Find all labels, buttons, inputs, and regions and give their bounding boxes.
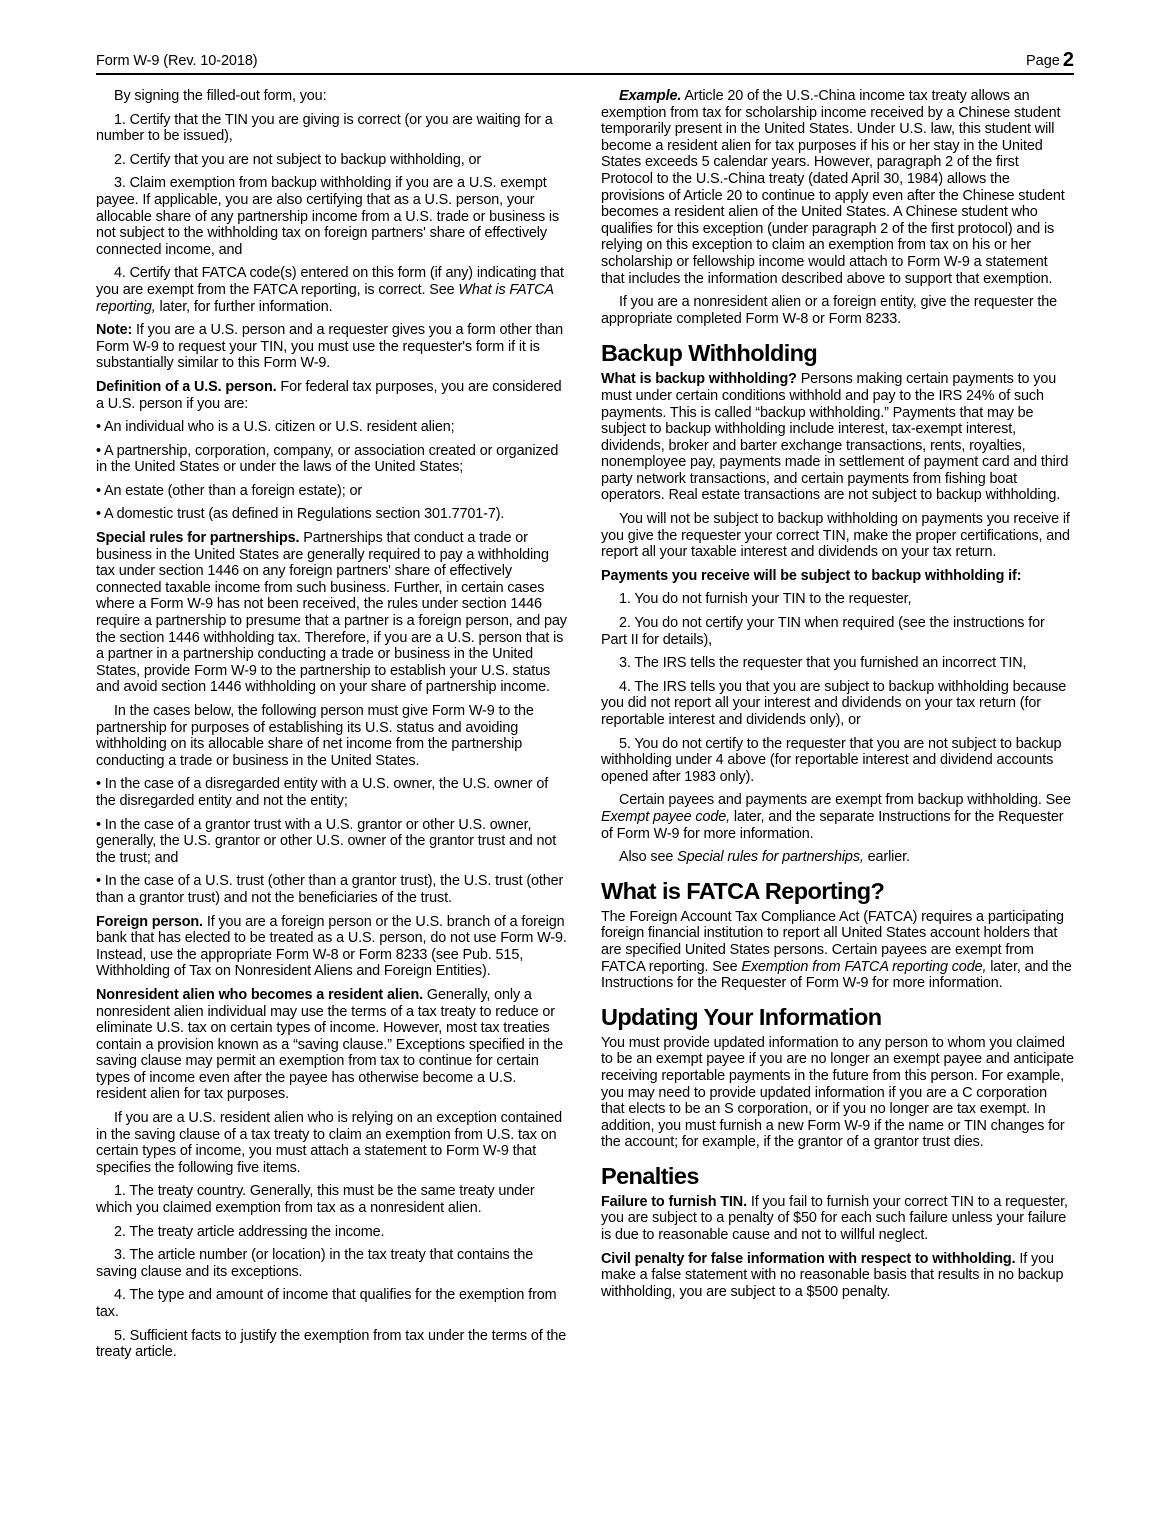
example-paragraph [601,88,1074,287]
left-column [96,88,569,1368]
civil-penalty-paragraph [601,1251,1074,1301]
certain-payees-text: Certain payees and payments are exempt from backup withholding. See [619,792,1071,809]
special-rules-partnerships-label: Special rules for partnerships. [96,530,300,547]
definition-us-person-label: Definition of a U.S. person. [96,378,277,395]
certain-payees-paragraph [601,792,1074,842]
us-person-bullet: • A domestic trust (as defined in Regulations section 301.7701-7). [96,506,505,523]
case-bullet: • In the case of a disregarded entity with a U.S. owner, the U.S. owner of the disregarded entity and not the entity; [96,776,549,809]
also-see-tail: earlier. [863,849,910,866]
case-bullet: • In the case of a U.S. trust (other than a grantor trust), the U.S. trust (other than a grantor trust) and not the beneficiaries of the trust. [96,873,564,906]
page-header [96,48,1074,71]
certain-payees-tail: later, and the separate Instructions for the Requester of Form W-9 for more information. [601,808,1064,842]
fatca-reporting-paragraph [601,909,1074,992]
example-body: Article 20 of the U.S.-China income tax treaty allows an exemption from tax for scholarship income received by a Chinese student temporarily present in the United States. Under U.S. law, this student will become a resident alien for tax purposes if his or her stay in the United States exceeds 5 calendar years. However, paragraph 2 of the first Protocol to the U.S.-China treaty (dated April 30, 1984) allows the provisions of Article 20 to continue to apply even after the Chinese student becomes a resident alien of the United States. A Chinese student who qualifies for this exception (under paragraph 2 of the first protocol) and is relying on this exception to claim an exemption from tax on his or her scholarship or fellowship income would attach to Form W-9 a statement that includes the information described above to support that exemption. [601,88,1065,287]
fatca-reporting-tail: later, and the Instructions for the Requester of Form W-9 for more information. [601,958,1072,992]
backup-withholding-heading: Backup Withholding [601,340,818,367]
page-number-marker [1026,48,1074,71]
right-column [601,88,1074,1368]
signing-intro-paragraph: By signing the filled-out form, you: [114,88,327,104]
certify-item-1: 1. Certify that the TIN you are giving is correct (or you are waiting for a number to be issued), [96,111,553,145]
not-subject-paragraph: You will not be subject to backup withholding on payments you receive if you give the requester your correct TIN, make the proper certifications, and report all your taxable interest and dividends on your tax return. [601,511,1070,561]
definition-us-person-paragraph [96,379,569,412]
nonresident-alien-paragraph [96,987,569,1103]
note-body: If you are a U.S. person and a requester gives you a form other than Form W-9 to request your TIN, you must use the requester's form if it is substantially similar to this Form W-9. [96,322,564,372]
nonresident-alien-label: Nonresident alien who becomes a resident alien. [96,986,424,1003]
civil-penalty-label: Civil penalty for false information with respect to withholding. [601,1250,1016,1267]
penalties-heading: Penalties [601,1162,699,1189]
also-see-paragraph [601,849,1074,866]
failure-to-furnish-tin-paragraph [601,1194,1074,1244]
what-is-backup-withholding-label: What is backup withholding? [601,371,797,388]
fatca-reporting-heading: What is FATCA Reporting? [601,877,885,904]
fatca-reporting-text: The Foreign Account Tax Compliance Act (FATCA) requires a participating foreign financial institution to report all United States account holders that are specified United States persons. Certain payees are exempt from FATCA reporting. See [601,908,1064,975]
nonresident-entity-paragraph: If you are a nonresident alien or a foreign entity, give the requester the appropriate completed Form W-8 or Form 8233. [601,294,1058,327]
form-identifier: Form W-9 (Rev. 10-2018) [96,53,258,69]
example-label: Example. [619,88,682,104]
foreign-person-paragraph [96,914,569,980]
us-person-bullet: • An individual who is a U.S. citizen or U.S. resident alien; [96,419,455,436]
five-item: 3. The article number (or location) in the tax treaty that contains the saving clause and its exceptions. [96,1247,534,1280]
certify-item-4 [96,265,569,315]
failure-to-furnish-tin-body: If you fail to furnish your correct TIN to a requester, you are subject to a penalty of $50 for each such failure unless your failure is due to reasonable cause and not to willful neglect. [601,1193,1068,1244]
what-is-fatca-reporting-reference: What is FATCA reporting, [96,281,554,315]
failure-to-furnish-tin-label: Failure to furnish TIN. [601,1193,747,1210]
certify-item-4-tail: later, for further information. [155,298,333,315]
foreign-person-body: If you are a foreign person or the U.S. branch of a foreign bank that has elected to be treated as a U.S. person, do not use Form W-9. Instead, use the appropriate Form W-8 or Form 8233 (see Pub. 515, Withholding of Tax on Nonresident Aliens and Foreign Entities). [96,913,567,980]
five-item: 2. The treaty article addressing the income. [114,1223,385,1240]
updating-your-information-paragraph: You must provide updated information to any person to whom you claimed to be an exempt payee if you are no longer an exempt payee and anticipate receiving reportable payments in the future from this person. For example, you may need to provide updated information if you are a C corporation that elects to be an S corporation, or if you no longer are tax exempt. In addition, you must furnish a new Form W-9 if the name or TIN changes for the account; for example, if the grantor of a grantor trust dies. [601,1034,1074,1151]
page-label: Page [1026,53,1060,69]
civil-penalty-body: If you make a false statement with no reasonable basis that results in no backup withholding, you are subject to a $500 penalty. [601,1250,1064,1300]
exemption-from-fatca-reporting-code-reference: Exemption from FATCA reporting code, [741,958,987,975]
special-rules-partnerships-body: Partnerships that conduct a trade or business in the United States are generally required to pay a withholding tax under section 1446 on any foreign partners' share of effectively connected taxable income from such business. Further, in certain cases where a Form W-9 has not been received, the rules under section 1446 require a partnership to presume that a partner is a foreign person, and pay the section 1446 withholding tax. Therefore, if you are a U.S. person that is a partner in a partnership conducting a trade or business in the United States, provide Form W-9 to the partnership to establish your U.S. status and avoid section 1446 withholding on your share of partnership income. [96,530,567,696]
two-column-body [96,88,1074,1368]
what-is-backup-withholding-paragraph [601,371,1074,504]
also-see-text: Also see [619,849,678,866]
nonresident-alien-body: Generally, only a nonresident alien individual may use the terms of a tax treaty to reduce or eliminate U.S. tax on certain types of income. However, most tax treaties contain a provision known as a “saving clause.” Exceptions specified in the saving clause may permit an exemption from tax to continue for certain types of income even after the payee has otherwise become a U.S. resident alien for tax purposes. [96,986,563,1103]
certify-item-3: 3. Claim exemption from backup withholding if you are a U.S. exempt payee. If applicable, you are also certifying that as a U.S. person, your allocable share of any partnership income from a U.S. trade or business is not subject to the withholding tax on foreign partners' share of effectively connected income, and [96,175,560,258]
definition-us-person-body: For federal tax purposes, you are considered a U.S. person if you are: [96,378,562,412]
subject-item: 2. You do not certify your TIN when required (see the instructions for Part II for details), [601,615,1045,648]
subject-item: 1. You do not furnish your TIN to the requester, [619,591,912,608]
certify-item-4-text: 4. Certify that FATCA code(s) entered on this form (if any) indicating that you are exempt from the FATCA reporting, is correct. See [96,265,564,298]
subject-item: 5. You do not certify to the requester that you are not subject to backup withholding under 4 above (for reportable interest and dividend accounts opened after 1983 only). [601,735,1062,785]
subject-item: 3. The IRS tells the requester that you furnished an incorrect TIN, [619,655,1027,672]
special-rules-partnerships-reference: Special rules for partnerships, [677,849,864,866]
subject-item: 4. The IRS tells you that you are subject to backup withholding because you did not report all your interest and dividends on your tax return (for reportable interest and dividends only), or [601,678,1067,728]
special-rules-partnerships-paragraph [96,530,569,696]
exempt-payee-code-reference: Exempt payee code, [601,808,731,825]
five-item: 1. The treaty country. Generally, this must be the same treaty under which you claimed exemption from tax as a nonresident alien. [96,1183,535,1217]
page-number: 2 [1062,49,1074,71]
five-item: 4. The type and amount of income that qualifies for the exemption from tax. [96,1287,557,1320]
saving-clause-paragraph: If you are a U.S. resident alien who is relying on an exception contained in the saving clause of a tax treaty to claim an exemption from U.S. tax on certain types of income, you must attach a statement to Form W-9 that specifies the following five items. [96,1110,563,1176]
updating-your-information-heading: Updating Your Information [601,1003,882,1030]
foreign-person-label: Foreign person. [96,913,203,930]
case-bullet: • In the case of a grantor trust with a U.S. grantor or other U.S. owner, generally, the U.S. grantor or other U.S. owner of the grantor trust and not the trust; and [96,816,557,866]
note-label: Note: [96,322,133,339]
payments-subject-heading: Payments you receive will be subject to backup withholding if: [601,567,1022,584]
what-is-backup-withholding-body: Persons making certain payments to you must under certain conditions withhold and pay to the IRS 24% of such payments. This is called “backup withholding.” Payments that may be subject to backup withholding include interest, tax-exempt interest, dividends, broker and barter exchange transactions, rents, royalties, nonemployee pay, payments made in settlement of payment card and third party network transactions, and certain payments from fishing boat operators. Real estate transactions are not subject to backup withholding. [601,371,1069,504]
header-divider [96,73,1074,75]
certify-item-2: 2. Certify that you are not subject to backup withholding, or [114,151,482,168]
us-person-bullet: • A partnership, corporation, company, or association created or organized in the United States or under the laws of the United States; [96,442,559,476]
five-item: 5. Sufficient facts to justify the exemption from tax under the terms of the treaty article. [96,1327,567,1361]
cases-below-paragraph: In the cases below, the following person must give Form W-9 to the partnership for purposes of establishing its U.S. status and avoiding withholding on its allocable share of net income from the partnership conducting a trade or business in the United States. [96,703,534,769]
note-paragraph [96,322,569,372]
us-person-bullet: • An estate (other than a foreign estate); or [96,482,363,499]
